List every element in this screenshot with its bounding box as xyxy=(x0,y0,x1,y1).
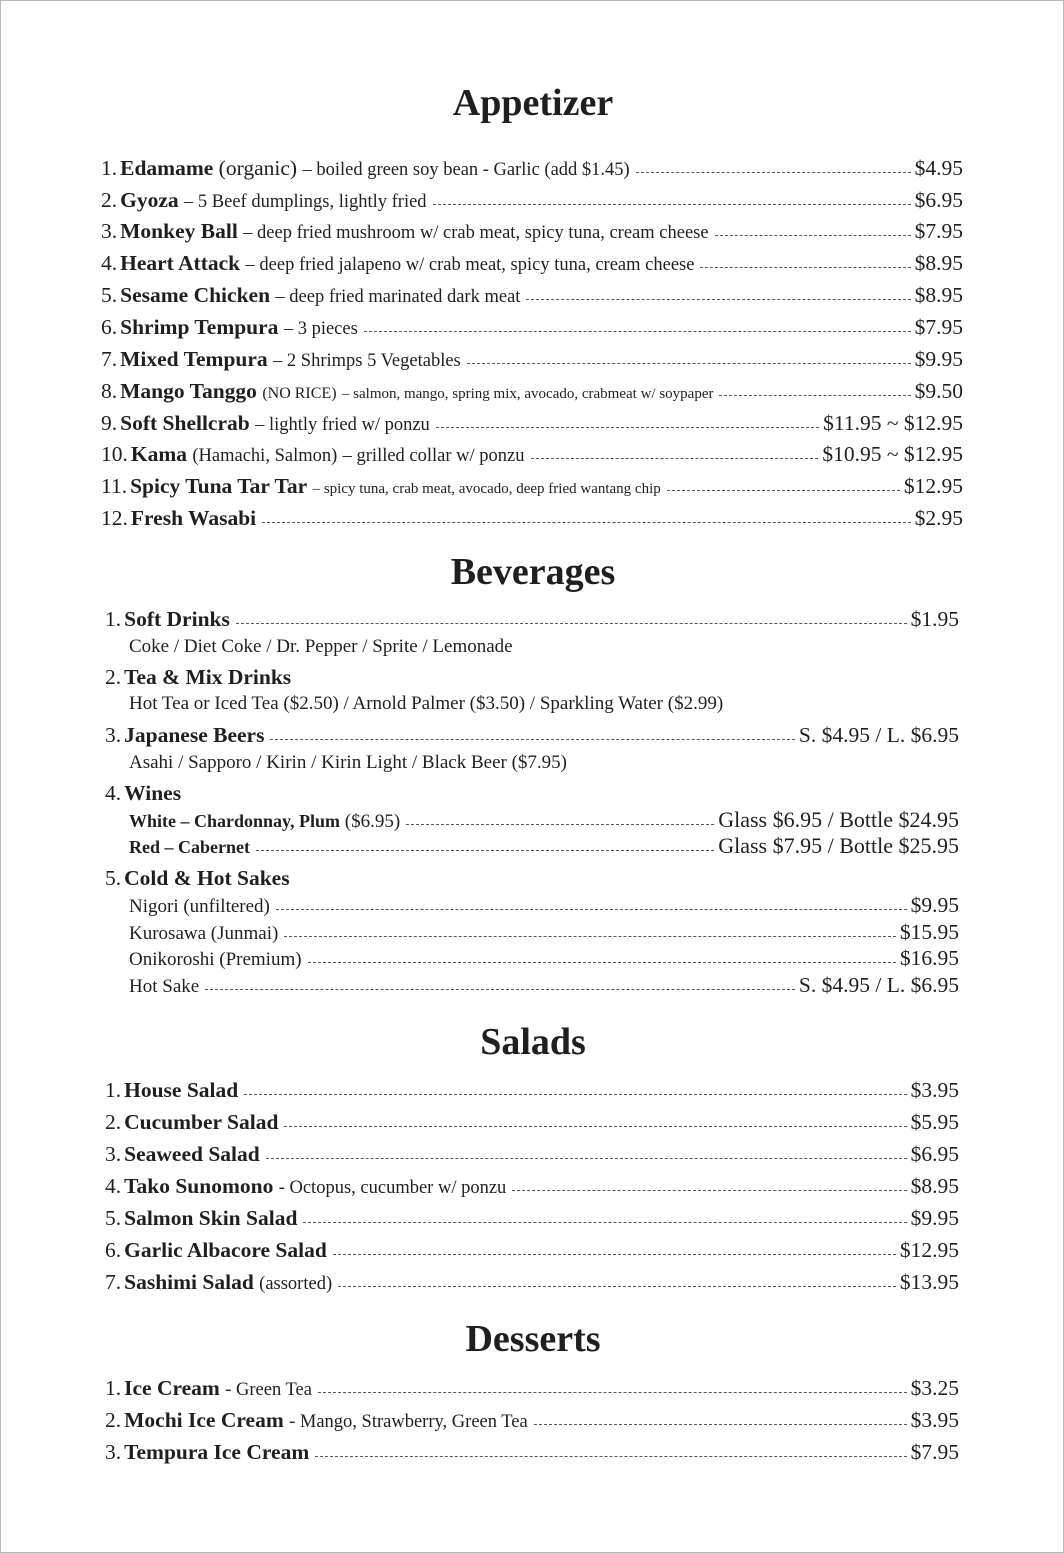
item-name: Spicy Tuna Tar Tar xyxy=(130,474,308,498)
item-options: Hot Tea or Iced Tea ($2.50) / Arnold Palmer ($3.50) / Sparkling Water ($2.99) xyxy=(129,693,724,714)
item-name: Monkey Ball xyxy=(120,219,238,243)
item-price: $8.95 xyxy=(914,251,963,275)
item-price: $1.95 xyxy=(910,607,959,631)
item-name: Soft Shellcrab xyxy=(120,411,250,435)
leader-dots xyxy=(700,267,910,268)
dessert-item xyxy=(105,1436,959,1468)
item-name: Shrimp Tempura xyxy=(120,315,279,339)
item-qualifier: (Hamachi, Salmon) xyxy=(192,446,338,466)
item-number: 3. xyxy=(101,219,118,243)
item-options: Coke / Diet Coke / Dr. Pepper / Sprite / Lemonade xyxy=(129,636,513,657)
item-name: House Salad xyxy=(124,1078,239,1102)
item-number: 1. xyxy=(105,1376,122,1400)
leader-dots xyxy=(308,962,896,963)
item-name: Edamame xyxy=(120,156,214,180)
item-number: 5. xyxy=(105,866,122,890)
wine-extra: ($6.95) xyxy=(344,811,401,832)
desserts-section xyxy=(1,1316,1064,1362)
sake-item xyxy=(129,945,959,971)
appetizer-item xyxy=(101,407,963,439)
leader-dots xyxy=(636,172,911,173)
item-name: Soft Drinks xyxy=(124,607,230,631)
item-number: 11. xyxy=(101,474,128,498)
item-description: – salmon, mango, spring mix, avocado, crabmeat w/ soypaper xyxy=(341,386,714,402)
beverage-item xyxy=(105,603,959,635)
sake-price: $16.95 xyxy=(899,946,959,970)
item-price: $9.95 xyxy=(914,347,963,371)
item-name: Tako Sunomono xyxy=(124,1174,274,1198)
leader-dots xyxy=(338,1286,896,1287)
sake-price: S. $4.95 / L. $6.95 xyxy=(798,973,959,997)
item-number: 6. xyxy=(105,1238,122,1262)
appetizer-item xyxy=(101,247,963,279)
item-name: Mochi Ice Cream xyxy=(124,1408,284,1432)
item-description: – deep fried mushroom w/ crab meat, spicy tuna, cream cheese xyxy=(243,223,709,243)
salad-item xyxy=(105,1138,959,1170)
salad-item xyxy=(105,1234,959,1266)
beverage-subline xyxy=(129,750,959,776)
wine-price: Glass $7.95 / Bottle $25.95 xyxy=(718,833,959,858)
leader-dots xyxy=(284,1126,906,1127)
item-qualifier: (organic) xyxy=(218,156,298,180)
leader-dots xyxy=(526,299,910,300)
sake-name: Hot Sake xyxy=(129,976,200,997)
salads-section xyxy=(1,1019,1064,1065)
item-price: $5.95 xyxy=(910,1110,959,1134)
leader-dots xyxy=(467,363,911,364)
appetizer-title: Appetizer xyxy=(452,82,614,124)
wine-red xyxy=(129,833,959,859)
leader-dots xyxy=(270,739,794,740)
item-number: 5. xyxy=(105,1206,122,1230)
sake-item xyxy=(129,972,959,998)
item-name: Garlic Albacore Salad xyxy=(124,1238,327,1262)
appetizer-item xyxy=(101,438,963,470)
item-name: Tea & Mix Drinks xyxy=(124,665,292,689)
item-price: $13.95 xyxy=(899,1270,959,1294)
leader-dots xyxy=(433,204,911,205)
item-name: Gyoza xyxy=(120,188,179,212)
item-name: Seaweed Salad xyxy=(124,1142,260,1166)
item-number: 4. xyxy=(105,781,122,805)
item-description: – grilled collar w/ ponzu xyxy=(342,446,525,466)
salad-item xyxy=(105,1074,959,1106)
dessert-item xyxy=(105,1372,959,1404)
item-name: Cold & Hot Sakes xyxy=(124,866,290,890)
appetizer-item xyxy=(101,311,963,343)
salads-title: Salads xyxy=(480,1021,586,1063)
appetizer-item xyxy=(101,470,963,502)
sake-price: $9.95 xyxy=(910,893,959,917)
appetizer-item xyxy=(101,343,963,375)
sake-item xyxy=(129,919,959,945)
item-price: $11.95 ~ $12.95 xyxy=(823,411,963,435)
sake-name: Kurosawa (Junmai) xyxy=(129,923,279,944)
appetizer-item xyxy=(101,279,963,311)
appetizer-item xyxy=(101,184,963,216)
leader-dots xyxy=(333,1254,896,1255)
item-number: 3. xyxy=(105,723,122,747)
dessert-item xyxy=(105,1404,959,1436)
item-description: – deep fried marinated dark meat xyxy=(275,287,521,307)
appetizer-item xyxy=(101,502,963,534)
item-price: $7.95 xyxy=(914,219,963,243)
item-price: $12.95 xyxy=(903,474,963,498)
item-number: 9. xyxy=(101,411,118,435)
item-number: 7. xyxy=(101,347,118,371)
appetizer-item xyxy=(101,375,963,407)
appetizer-item xyxy=(101,215,963,247)
item-description: – 2 Shrimps 5 Vegetables xyxy=(273,351,461,371)
beverage-item xyxy=(105,777,959,809)
item-number: 6. xyxy=(101,315,118,339)
item-price: $3.95 xyxy=(910,1078,959,1102)
leader-dots xyxy=(436,427,819,428)
wine-price: Glass $6.95 / Bottle $24.95 xyxy=(718,807,959,832)
leader-dots xyxy=(284,936,896,937)
item-price: $4.95 xyxy=(914,156,963,180)
beverage-subline xyxy=(129,634,959,660)
item-number: 7. xyxy=(105,1270,122,1294)
item-number: 2. xyxy=(105,665,122,689)
item-name: Kama xyxy=(130,442,188,466)
item-number: 10. xyxy=(101,442,128,466)
wine-white xyxy=(129,807,959,833)
leader-dots xyxy=(256,850,714,851)
item-name: Mango Tanggo xyxy=(120,379,257,403)
item-number: 2. xyxy=(101,188,118,212)
item-description: - Octopus, cucumber w/ ponzu xyxy=(278,1178,507,1198)
item-name: Japanese Beers xyxy=(124,723,265,747)
sake-name: Onikoroshi (Premium) xyxy=(129,949,302,970)
leader-dots xyxy=(534,1424,907,1425)
item-description: – spicy tuna, crab meat, avocado, deep fried wantang chip xyxy=(312,481,661,497)
item-price: $7.95 xyxy=(910,1440,959,1464)
item-name: Ice Cream xyxy=(124,1376,220,1400)
item-price: $10.95 ~ $12.95 xyxy=(822,442,963,466)
leader-dots xyxy=(318,1392,907,1393)
item-number: 1. xyxy=(105,607,122,631)
sake-name: Nigori (unfiltered) xyxy=(129,896,270,917)
beverage-subline xyxy=(129,691,959,717)
leader-dots xyxy=(303,1222,906,1223)
item-number: 8. xyxy=(101,379,118,403)
beverages-title: Beverages xyxy=(450,551,616,593)
leader-dots xyxy=(531,458,819,459)
item-price: $3.25 xyxy=(910,1376,959,1400)
item-name: Tempura Ice Cream xyxy=(124,1440,310,1464)
leader-dots xyxy=(262,522,910,523)
item-qualifier: (NO RICE) xyxy=(262,385,337,402)
item-description: – 3 pieces xyxy=(283,319,358,339)
salad-item xyxy=(105,1266,959,1298)
item-name: Mixed Tempura xyxy=(120,347,268,371)
appetizer-item xyxy=(101,152,963,184)
item-price: $6.95 xyxy=(914,188,963,212)
salad-item xyxy=(105,1170,959,1202)
item-options: Asahi / Sapporo / Kirin / Kirin Light / Black Beer ($7.95) xyxy=(129,752,567,773)
wine-name: White – Chardonnay, Plum xyxy=(129,811,341,831)
item-number: 1. xyxy=(105,1078,122,1102)
beverages-section xyxy=(1,549,1064,595)
item-price: $9.95 xyxy=(910,1206,959,1230)
item-description: – lightly fried w/ ponzu xyxy=(255,415,430,435)
item-price: $9.50 xyxy=(914,379,963,403)
item-description: – 5 Beef dumplings, lightly fried xyxy=(184,192,427,212)
leader-dots xyxy=(236,623,907,624)
item-name: Salmon Skin Salad xyxy=(124,1206,298,1230)
beverage-item xyxy=(105,661,959,693)
leader-dots xyxy=(276,909,907,910)
item-number: 4. xyxy=(101,251,118,275)
item-price: $12.95 xyxy=(899,1238,959,1262)
item-number: 3. xyxy=(105,1142,122,1166)
leader-dots xyxy=(715,235,911,236)
item-description: – boiled green soy bean - Garlic (add $1.45) xyxy=(302,160,630,180)
item-description: – deep fried jalapeno w/ crab meat, spicy tuna, cream cheese xyxy=(245,255,695,275)
leader-dots xyxy=(244,1094,906,1095)
desserts-title: Desserts xyxy=(465,1318,601,1360)
sake-price: $15.95 xyxy=(899,920,959,944)
item-name: Sesame Chicken xyxy=(120,283,271,307)
beverage-item xyxy=(105,719,959,751)
item-number: 3. xyxy=(105,1440,122,1464)
item-price: S. $4.95 / L. $6.95 xyxy=(798,723,959,747)
beverage-item xyxy=(105,862,959,894)
item-number: 1. xyxy=(101,156,118,180)
item-number: 2. xyxy=(105,1408,122,1432)
item-name: Fresh Wasabi xyxy=(130,506,257,530)
item-number: 5. xyxy=(101,283,118,307)
item-price: $2.95 xyxy=(914,506,963,530)
item-name: Heart Attack xyxy=(120,251,241,275)
item-name: Sashimi Salad xyxy=(124,1270,254,1294)
item-number: 2. xyxy=(105,1110,122,1134)
leader-dots xyxy=(406,824,714,825)
item-price: $3.95 xyxy=(910,1408,959,1432)
item-description: - Mango, Strawberry, Green Tea xyxy=(289,1412,528,1432)
leader-dots xyxy=(667,490,900,491)
item-number: 4. xyxy=(105,1174,122,1198)
leader-dots xyxy=(364,331,911,332)
item-price: $7.95 xyxy=(914,315,963,339)
sake-item xyxy=(129,892,959,918)
leader-dots xyxy=(205,989,795,990)
item-description: (assorted) xyxy=(259,1274,333,1294)
leader-dots xyxy=(266,1158,907,1159)
appetizer-section xyxy=(1,80,1064,126)
item-price: $8.95 xyxy=(914,283,963,307)
item-name: Cucumber Salad xyxy=(124,1110,279,1134)
leader-dots xyxy=(512,1190,906,1191)
item-description: - Green Tea xyxy=(225,1380,312,1400)
leader-dots xyxy=(719,395,910,396)
salad-item xyxy=(105,1202,959,1234)
wine-name: Red – Cabernet xyxy=(129,837,250,857)
item-price: $6.95 xyxy=(910,1142,959,1166)
salad-item xyxy=(105,1106,959,1138)
leader-dots xyxy=(315,1456,906,1457)
item-price: $8.95 xyxy=(910,1174,959,1198)
item-number: 12. xyxy=(101,506,128,530)
item-name: Wines xyxy=(124,781,182,805)
